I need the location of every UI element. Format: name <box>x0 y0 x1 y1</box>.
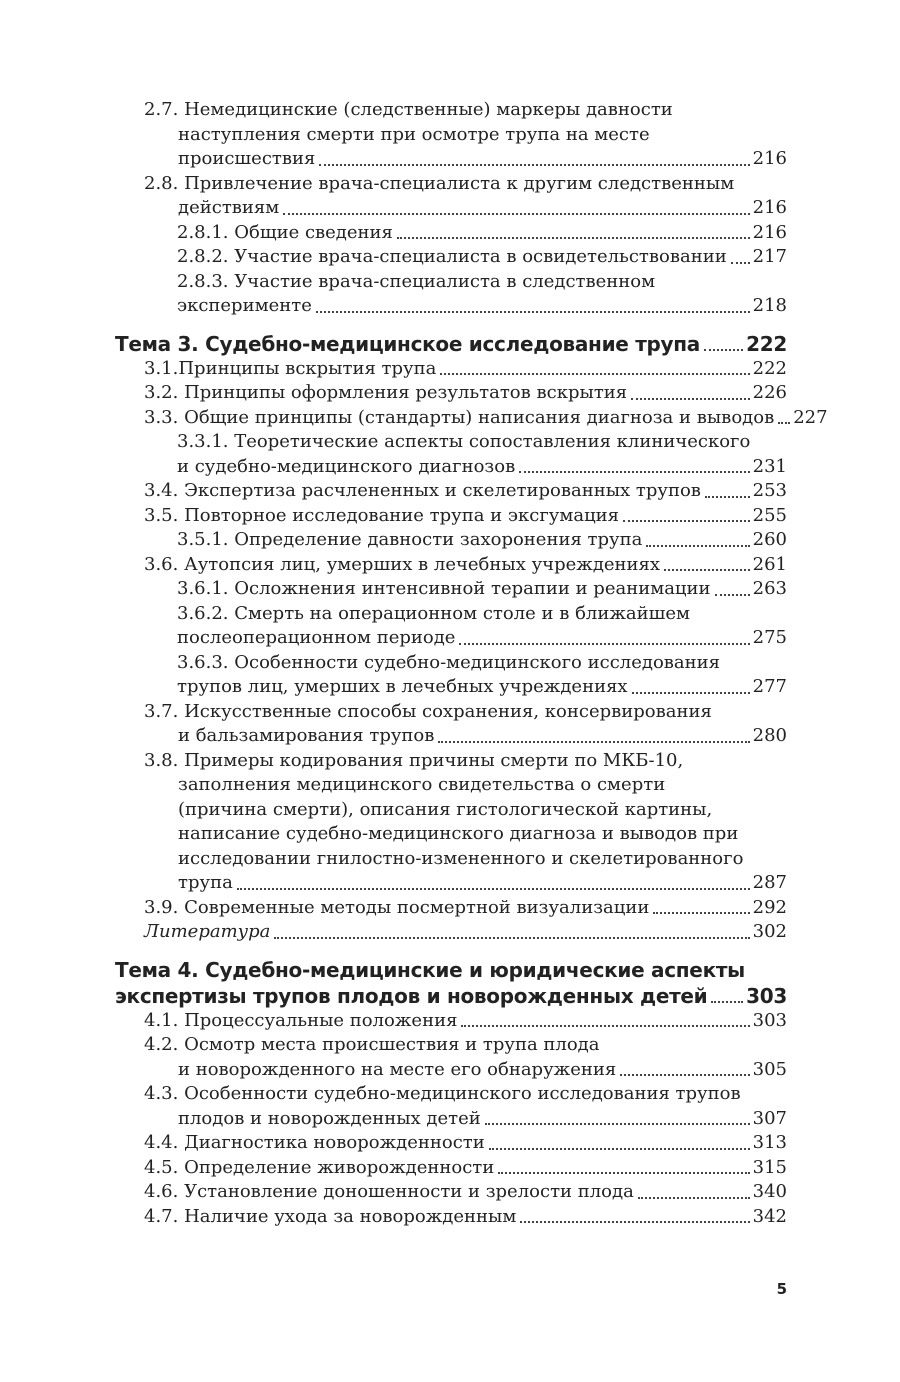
dot-leader <box>489 1148 750 1150</box>
toc-page-number: 303 <box>746 983 787 1008</box>
toc-page-number: 216 <box>752 197 787 218</box>
toc-entry[interactable] <box>115 1033 787 1082</box>
toc-entry-title-line: 3.6.2. Смерть на операционном столе и в ближайшем <box>177 602 691 624</box>
toc-entry-title-line: происшествия <box>178 148 316 169</box>
toc-entry-title-line: эксперименте <box>177 295 312 316</box>
toc-entry-title-line: 4.5. Определение живорожденности <box>144 1156 495 1178</box>
dot-leader <box>498 1172 749 1174</box>
toc-page-number: 260 <box>752 529 787 550</box>
toc-entry-title-line: 3.3. Общие принципы (стандарты) написания диагноза и выводов <box>144 406 775 428</box>
toc-page-number: 280 <box>752 725 787 746</box>
toc-entry-title-line: Литература <box>144 921 271 942</box>
toc-entry-title-line: послеоперационном периоде <box>177 627 456 648</box>
toc-entry[interactable] <box>115 98 787 172</box>
toc-entry-title-line: 3.6.3. Особенности судебно-медицинского исследования <box>177 651 720 673</box>
dot-leader <box>519 471 749 473</box>
dot-leader <box>520 1221 749 1223</box>
toc-page-number: 216 <box>752 148 787 169</box>
toc-entry-title-line: и судебно-медицинского диагнозов <box>177 455 516 477</box>
toc-entry-title-line: Тема 4. Судебно-медицинские и юридические аспекты <box>115 957 745 982</box>
toc-entry-title-line: 4.4. Диагностика новорожденности <box>144 1132 485 1153</box>
toc-entry[interactable] <box>115 270 787 319</box>
toc-entry-title-line: 2.8.1. Общие сведения <box>177 221 393 243</box>
toc-entry-title-line: экспертизы трупов плодов и новорожденных детей <box>115 983 708 1008</box>
dot-leader <box>632 692 750 694</box>
dot-leader <box>638 1197 750 1199</box>
toc-entry[interactable] <box>115 504 787 529</box>
dot-leader <box>461 1025 749 1027</box>
dot-leader <box>274 937 749 939</box>
toc-entry-title-line: 3.3.1. Теоретические аспекты сопоставления клинического <box>177 431 751 452</box>
dot-leader <box>440 373 749 375</box>
dot-leader <box>704 349 743 351</box>
toc-page-number: 342 <box>752 1205 787 1227</box>
toc-entry[interactable] <box>115 479 787 504</box>
toc-entry[interactable] <box>115 1180 787 1205</box>
toc-entry-title-line: (причина смерти), описания гистологической картины, <box>178 798 713 820</box>
dot-leader <box>485 1123 750 1125</box>
toc-entry[interactable] <box>115 1205 787 1230</box>
toc-entry-title-line: 4.2. Осмотр места происшествия и трупа плода <box>144 1034 600 1055</box>
dot-leader <box>646 545 749 547</box>
toc-entry-title-line: 3.5. Повторное исследование трупа и эксгумация <box>144 504 619 526</box>
toc-entry-title-line: исследовании гнилостно-измененного и скелетированного <box>178 847 744 869</box>
dot-leader <box>653 912 749 914</box>
toc-entry-title-line: 3.6.1. Осложнения интенсивной терапии и реанимации <box>177 578 711 599</box>
dot-leader <box>711 1001 743 1003</box>
toc-entry-title-line: написание судебно-медицинского диагноза и выводов при <box>178 823 739 844</box>
toc-page-number: 305 <box>752 1058 787 1080</box>
dot-leader <box>631 398 750 400</box>
dot-leader <box>319 164 749 166</box>
dot-leader <box>283 213 749 215</box>
toc-entry[interactable] <box>115 957 787 1009</box>
toc-page-number: 275 <box>752 627 787 648</box>
toc-entry-title-line: 2.8. Привлечение врача-специалиста к другим следственным <box>144 172 735 194</box>
toc-entry-title-line: 3.9. Современные методы посмертной визуализации <box>144 896 650 918</box>
toc-entry-title-line: трупов лиц, умерших в лечебных учреждениях <box>177 676 628 697</box>
toc-entry-title-line: 3.8. Примеры кодирования причины смерти по МКБ-10, <box>144 749 684 771</box>
toc-page-number: 307 <box>752 1107 787 1129</box>
toc-entry-title-line: 3.6. Аутопсия лиц, умерших в лечебных учреждениях <box>144 553 661 575</box>
dot-leader <box>459 643 749 645</box>
toc-page-number: 222 <box>752 357 787 379</box>
toc-page-number: 222 <box>746 331 787 356</box>
dot-leader <box>715 594 750 596</box>
toc-entry[interactable] <box>115 1131 787 1156</box>
toc-entry-title-line: 2.8.3. Участие врача-специалиста в следственном <box>177 270 656 292</box>
toc-entry-title-line: плодов и новорожденных детей <box>178 1107 481 1129</box>
toc-page-number: 231 <box>752 455 787 477</box>
toc-entry[interactable] <box>115 1082 787 1131</box>
dot-leader <box>778 422 790 424</box>
toc-page-number: 303 <box>752 1009 787 1031</box>
toc-entry-title-line: 3.2. Принципы оформления результатов вскрытия <box>144 382 628 403</box>
page-number: 5 <box>776 1280 787 1298</box>
toc-entry[interactable] <box>115 651 787 700</box>
toc-entry[interactable] <box>115 602 787 651</box>
toc-entry[interactable] <box>115 749 787 896</box>
toc-entry-title-line: 2.8.2. Участие врача-специалиста в освидетельствовании <box>177 246 727 267</box>
dot-leader <box>623 520 750 522</box>
toc-entry-title-line: наступления смерти при осмотре трупа на месте <box>178 123 650 145</box>
toc-entry-title-line: действиям <box>178 197 280 218</box>
toc-page-number: 340 <box>752 1181 787 1202</box>
toc-entry-title-line: 2.7. Немедицинские (следственные) маркеры давности <box>144 99 673 120</box>
toc-entry[interactable] <box>115 381 787 406</box>
toc-entry-title-line: 3.5.1. Определение давности захоронения трупа <box>177 529 643 550</box>
toc-entry-title-line: и новорожденного на месте его обнаружения <box>178 1058 617 1080</box>
toc-entry-title-line: 4.1. Процессуальные положения <box>144 1009 458 1031</box>
toc-entry[interactable] <box>115 221 787 246</box>
toc-entry[interactable] <box>115 1156 787 1181</box>
toc-entry[interactable] <box>115 331 787 357</box>
dot-leader <box>316 311 750 313</box>
toc-page-number: 302 <box>752 921 787 942</box>
toc-entry[interactable] <box>115 577 787 602</box>
toc-entry[interactable] <box>115 920 787 945</box>
toc-page-number: 218 <box>752 295 787 316</box>
toc-entry-title-line: трупа <box>178 872 233 893</box>
toc-entry[interactable] <box>115 357 787 382</box>
toc-page-number: 277 <box>752 676 787 697</box>
toc-entry-title-line: заполнения медицинского свидетельства о смерти <box>178 774 666 795</box>
toc-page-number: 292 <box>752 896 787 918</box>
toc-entry-title-line: 4.7. Наличие ухода за новорожденным <box>144 1205 517 1227</box>
toc-entry[interactable] <box>115 245 787 270</box>
toc-page-number: 287 <box>752 872 787 893</box>
toc-entry-title-line: 3.4. Экспертиза расчлененных и скелетированных трупов <box>144 480 701 501</box>
toc-entry[interactable] <box>115 553 787 578</box>
toc-page-number: 261 <box>752 553 787 575</box>
toc-page-number: 216 <box>752 221 787 243</box>
toc-page-number: 226 <box>752 382 787 403</box>
toc-page-number: 315 <box>752 1156 787 1178</box>
toc-entry-title-line: 4.6. Установление доношенности и зрелости плода <box>144 1181 634 1202</box>
table-of-contents <box>115 98 828 1229</box>
toc-page-number: 263 <box>752 578 787 599</box>
toc-entry[interactable] <box>115 1009 787 1034</box>
toc-entry-title-line: 3.1.Принципы вскрытия трупа <box>144 357 437 379</box>
dot-leader <box>237 888 750 890</box>
toc-entry-title-line: Тема 3. Судебно-медицинское исследование трупа <box>115 331 700 356</box>
toc-page-number: 253 <box>752 480 787 501</box>
toc-entry-title-line: 4.3. Особенности судебно-медицинского исследования трупов <box>144 1083 741 1104</box>
toc-entry[interactable] <box>115 430 787 479</box>
toc-page-number: 217 <box>752 246 787 267</box>
dot-leader <box>397 237 750 239</box>
toc-entry[interactable] <box>115 528 787 553</box>
toc-page-number: 313 <box>752 1132 787 1153</box>
toc-entry-title-line: 3.7. Искусственные способы сохранения, консервирования <box>144 700 712 722</box>
toc-entry[interactable] <box>115 700 787 749</box>
toc-entry[interactable] <box>115 172 787 221</box>
toc-entry[interactable] <box>115 896 787 921</box>
dot-leader <box>620 1074 749 1076</box>
dot-leader <box>438 741 749 743</box>
toc-page-number: 255 <box>752 504 787 526</box>
dot-leader <box>664 569 750 571</box>
dot-leader <box>705 496 750 498</box>
toc-page-number: 227 <box>793 406 828 428</box>
toc-entry-title-line: и бальзамирования трупов <box>178 725 435 746</box>
toc-entry[interactable] <box>115 406 828 431</box>
dot-leader <box>731 262 750 264</box>
